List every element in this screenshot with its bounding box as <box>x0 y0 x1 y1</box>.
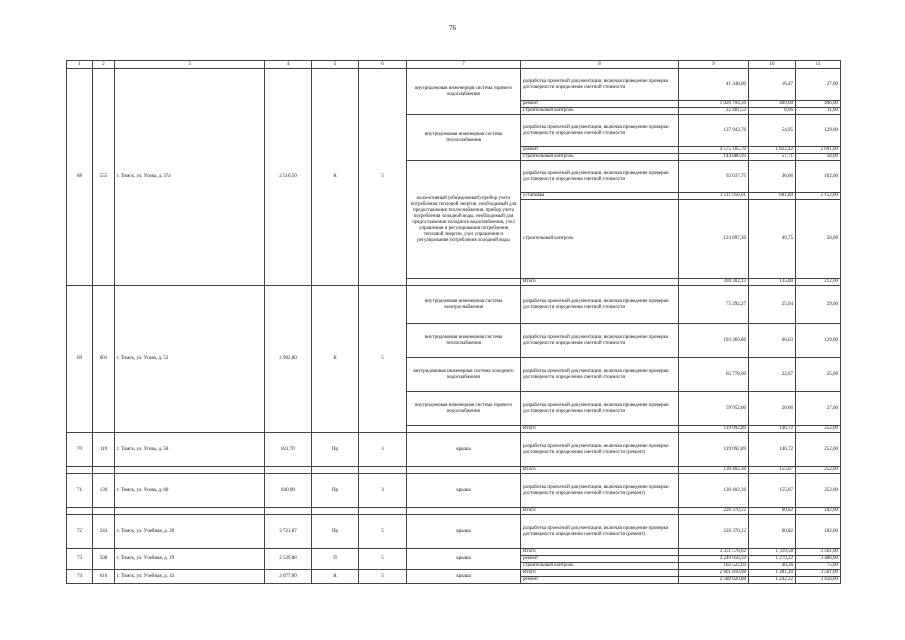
table-cell: 155,07 <box>749 467 796 474</box>
table-cell: 27,00 <box>796 392 841 426</box>
table-cell: г. Томск, ул. Усова, д. 60 <box>115 474 265 508</box>
table-cell: 146,72 <box>749 426 796 433</box>
table-cell <box>115 467 265 474</box>
table-cell <box>359 508 407 515</box>
table-cell: 182,00 <box>796 515 841 549</box>
table-cell: 5 <box>359 549 407 570</box>
table-cell: крыша <box>407 570 521 584</box>
table-cell: разработка проектной документации, включая проведение проверки достоверности определения сметной стоимости <box>521 392 679 426</box>
table-cell: 65 778,00 <box>679 358 749 392</box>
table-cell: 137 943,76 <box>679 115 749 147</box>
table-cell: Итого <box>521 467 679 474</box>
table-cell: 22,67 <box>749 358 796 392</box>
table-cell: 3 351 578,62 <box>679 549 749 556</box>
table-cell: 130 402,36 <box>679 467 749 474</box>
table-cell: крыша <box>407 549 521 570</box>
table-cell: 36,66 <box>749 161 796 193</box>
table-cell: 2 580 820,88 <box>679 577 749 584</box>
table-cell: 182,00 <box>796 508 841 515</box>
table-cell <box>93 467 115 474</box>
table-cell: разработка проектной документации, включая проведение проверки достоверности определения сметной стоимости (ремонт) <box>521 474 679 508</box>
col-header: 8 <box>521 61 679 69</box>
table-row <box>67 508 841 515</box>
table-cell: 193 369,86 <box>679 324 749 358</box>
table-cell: 5 <box>359 515 407 549</box>
table-cell: разработка проектной документации, включая проведение проверки достоверности определения сметной стоимости <box>521 161 679 193</box>
table-cell: коллективный (общедомовой) прибор учета потребления тепловой энергии, необходимый для предоставления теплоснабжения, прибор учета потребления холодной воды, необходимый для предоставления холодного водоснабжения, узел управления и регулирования потребления тепловой энергии, узел управления и регулирования потребления холодной воды <box>407 161 521 279</box>
table-cell: 74 <box>67 570 93 584</box>
table-cell: 1 281,20 <box>749 570 796 577</box>
table-cell: 68 <box>67 69 93 286</box>
table-cell: 129,00 <box>796 324 841 358</box>
table-cell: 71 <box>67 474 93 508</box>
table-cell: 601,89 <box>749 193 796 200</box>
table-cell: 5 <box>359 286 407 433</box>
col-header: 2 <box>93 61 115 69</box>
table-cell: 3 <box>359 433 407 467</box>
table-cell: 20,66 <box>749 392 796 426</box>
table-cell <box>407 426 521 433</box>
table-cell: разработка проектной документации, включая проведение проверки достоверности определения сметной стоимости <box>521 115 679 147</box>
table-cell: 1 822,42 <box>749 147 796 154</box>
table-cell <box>265 467 312 474</box>
table-cell: 135,00 <box>749 279 796 286</box>
col-header: 10 <box>749 61 796 69</box>
table-cell: 25,00 <box>796 358 841 392</box>
col-header: 11 <box>796 61 841 69</box>
table-cell: ремонт <box>521 147 679 154</box>
table-cell: 75 292,27 <box>679 286 749 324</box>
table-cell: 252,00 <box>796 433 841 467</box>
table-cell: 1 242,22 <box>749 577 796 584</box>
table-cell: 41 348,00 <box>679 69 749 101</box>
table-cell: 92 037,75 <box>679 161 749 193</box>
table-cell: 226 370,22 <box>679 508 749 515</box>
table-cell: 66,63 <box>749 324 796 358</box>
table-cell: внутридомовая инженерная система горячего водоснабжения <box>407 69 521 115</box>
table-cell <box>265 508 312 515</box>
table-cell: ремонт <box>521 556 679 563</box>
table-cell: г. Томск, ул. Усова, д. 37а <box>115 69 265 286</box>
table-row <box>67 467 841 474</box>
table-cell: 3 <box>359 474 407 508</box>
table-cell: К <box>312 69 359 286</box>
table-cell: 60,82 <box>749 515 796 549</box>
col-header: 1 <box>67 61 93 69</box>
table-cell: Пр <box>312 515 359 549</box>
table-row <box>67 549 841 556</box>
table-cell: разработка проектной документации, включая проведение проверки достоверности определения сметной стоимости <box>521 286 679 324</box>
table-cell: Итого <box>521 279 679 286</box>
table-cell: 1 319,58 <box>749 549 796 556</box>
table-cell: 139 <box>93 474 115 508</box>
table-cell: 8,96 <box>749 108 796 115</box>
table-cell: разработка проектной документации, включая проведение проверки достоверности определения сметной стоимости <box>521 358 679 392</box>
table-cell: внутридомовая инженерная система теплоснабжения <box>407 115 521 161</box>
table-cell: 27,00 <box>796 69 841 101</box>
table-cell: 1 511 056,01 <box>679 193 749 200</box>
table-cell: 496,00 <box>796 101 841 108</box>
table-cell: 1 026 794,50 <box>679 101 749 108</box>
table-cell: 75,00 <box>796 563 841 570</box>
table-cell: 3 456,00 <box>796 577 841 584</box>
table-cell: 3 721,87 <box>265 515 312 549</box>
table-cell: ремонт <box>521 577 679 584</box>
table-cell <box>93 508 115 515</box>
table-cell <box>312 508 359 515</box>
table-cell: 252,00 <box>796 474 841 508</box>
table-cell: 40,36 <box>749 563 796 570</box>
table-cell: П <box>312 549 359 570</box>
table-cell: 119 092,89 <box>679 426 749 433</box>
table-cell: 2 539,88 <box>265 549 312 570</box>
table-cell: 252,00 <box>796 426 841 433</box>
table-cell: 5 <box>359 570 407 584</box>
table-cell: 1 279,22 <box>749 556 796 563</box>
table-cell: 58,00 <box>796 154 841 161</box>
table-cell: 4 575 185,70 <box>679 147 749 154</box>
table-cell: 119 092,89 <box>679 433 749 467</box>
table-cell: 2 077,00 <box>265 570 312 584</box>
table-cell: 3 561,00 <box>796 549 841 556</box>
table-cell: 840,90 <box>265 474 312 508</box>
table-cell: Итого <box>521 570 679 577</box>
table-cell: 508 <box>93 549 115 570</box>
table-cell <box>115 508 265 515</box>
table-cell: 2 902,00 <box>265 286 312 433</box>
table-cell: 394 302,13 <box>679 279 749 286</box>
table-cell: разработка проектной документации, включая проведение проверки достоверности определения сметной стоимости <box>521 69 679 101</box>
table-cell: 5 <box>359 69 407 286</box>
table-cell: разработка проектной документации, включая проведение проверки достоверности определения сметной стоимости (ремонт) <box>521 433 679 467</box>
table-cell: 3 561,00 <box>796 570 841 577</box>
table-cell: 601 <box>93 286 115 433</box>
table-cell <box>407 467 521 474</box>
table-cell <box>407 279 521 286</box>
table-cell: 124 897,36 <box>679 200 749 279</box>
table-cell <box>359 467 407 474</box>
table-cell: 555 <box>93 69 115 286</box>
table-cell <box>407 508 521 515</box>
table-cell: 119 <box>93 433 115 467</box>
table-row <box>67 570 841 577</box>
table-cell: г. Томск, ул. Учебная, д. 20 <box>115 515 265 549</box>
col-header: 3 <box>115 61 265 69</box>
table-cell: 226 370,22 <box>679 515 749 549</box>
table-cell <box>312 467 359 474</box>
table-cell: 69 <box>67 286 93 433</box>
table-cell: 70 <box>67 433 93 467</box>
table-cell: 60,82 <box>749 508 796 515</box>
table-cell: 3 249 056,59 <box>679 556 749 563</box>
table-cell: 50,00 <box>796 200 841 279</box>
table-cell: разработка проектной документации, включая проведение проверки достоверности определения сметной стоимости <box>521 324 679 358</box>
table-cell: 409,00 <box>749 101 796 108</box>
table-cell: г. Томск, ул. Учебная, д. 43 <box>115 570 265 584</box>
table-cell: 29,00 <box>796 286 841 324</box>
table-cell: 57,71 <box>749 154 796 161</box>
table-cell: Итого <box>521 508 679 515</box>
table-cell: 54,95 <box>749 115 796 147</box>
table-cell: строительный контроль <box>521 154 679 161</box>
table-cell: 2 661 810,98 <box>679 570 749 577</box>
table-cell: 59 952,00 <box>679 392 749 426</box>
table-cell: 252,00 <box>796 467 841 474</box>
table-cell: 2 510,50 <box>265 69 312 286</box>
table-cell: внутридомовая инженерная система электроснабжения <box>407 286 521 324</box>
table-cell: К <box>312 570 359 584</box>
table-cell: 22 481,53 <box>679 108 749 115</box>
table-cell: 11,00 <box>796 108 841 115</box>
table-cell: г. Томск, ул. Учебная, д. 19 <box>115 549 265 570</box>
table-row <box>67 433 841 467</box>
col-header: 7 <box>407 61 521 69</box>
table-cell: 130 402,36 <box>679 474 749 508</box>
table-cell: 3 486,00 <box>796 556 841 563</box>
table-cell: 73 <box>67 549 93 570</box>
table-cell: строительный контроль <box>521 108 679 115</box>
table-cell: Итого <box>521 549 679 556</box>
table-cell: крыша <box>407 515 521 549</box>
table-cell: Пр <box>312 474 359 508</box>
page-number: 76 <box>449 24 456 32</box>
table-cell: г. Томск, ул. Усова, д. 52 <box>115 286 265 433</box>
table-cell: 610 <box>93 570 115 584</box>
table-cell: 2 152,00 <box>796 193 841 200</box>
table-cell: 49,75 <box>749 200 796 279</box>
table-body <box>67 69 841 584</box>
table-cell <box>67 467 93 474</box>
table-row <box>67 515 841 549</box>
table-cell: 25,94 <box>749 286 796 324</box>
table-cell: 102,00 <box>796 161 841 193</box>
table-cell: разработка проектной документации, включая проведение проверки достоверности определения сметной стоимости (ремонт) <box>521 515 679 549</box>
table-row <box>67 286 841 324</box>
table-cell: крыша <box>407 474 521 508</box>
table-cell: внутридомовая инженерная система теплоснабжения <box>407 324 521 358</box>
table-cell: Итого <box>521 426 679 433</box>
table-cell: г. Томск, ул. Усова, д. 58 <box>115 433 265 467</box>
table-cell: К <box>312 286 359 433</box>
table-cell <box>67 508 93 515</box>
table-cell: 2 691,00 <box>796 147 841 154</box>
col-header: 9 <box>679 61 749 69</box>
table-row <box>67 474 841 508</box>
table-cell: 811,70 <box>265 433 312 467</box>
table-cell: 155,07 <box>749 474 796 508</box>
table-cell: 146,72 <box>749 433 796 467</box>
table-cell: внутридомовая инженерная система горячего водоснабжения <box>407 392 521 426</box>
table-cell: 16,47 <box>749 69 796 101</box>
table-cell: установка <box>521 193 679 200</box>
table-cell: крыша <box>407 433 521 467</box>
table-cell: 212,00 <box>796 279 841 286</box>
col-header: 6 <box>359 61 407 69</box>
table-cell: Пр <box>312 433 359 467</box>
table-cell: 244 <box>93 515 115 549</box>
table-cell: 144 880,93 <box>679 154 749 161</box>
col-header: 5 <box>312 61 359 69</box>
table-cell: 72 <box>67 515 93 549</box>
header-row <box>67 61 841 69</box>
table-cell: строительный контроль <box>521 200 679 279</box>
col-header: 4 <box>265 61 312 69</box>
table-cell: 102 522,03 <box>679 563 749 570</box>
table-row <box>67 69 841 101</box>
table-cell: строительный контроль <box>521 563 679 570</box>
table-cell: 129,00 <box>796 115 841 147</box>
table-cell: ремонт <box>521 101 679 108</box>
table-cell: внутридомовая инженерная система холодного водоснабжения <box>407 358 521 392</box>
register-table <box>66 60 841 584</box>
